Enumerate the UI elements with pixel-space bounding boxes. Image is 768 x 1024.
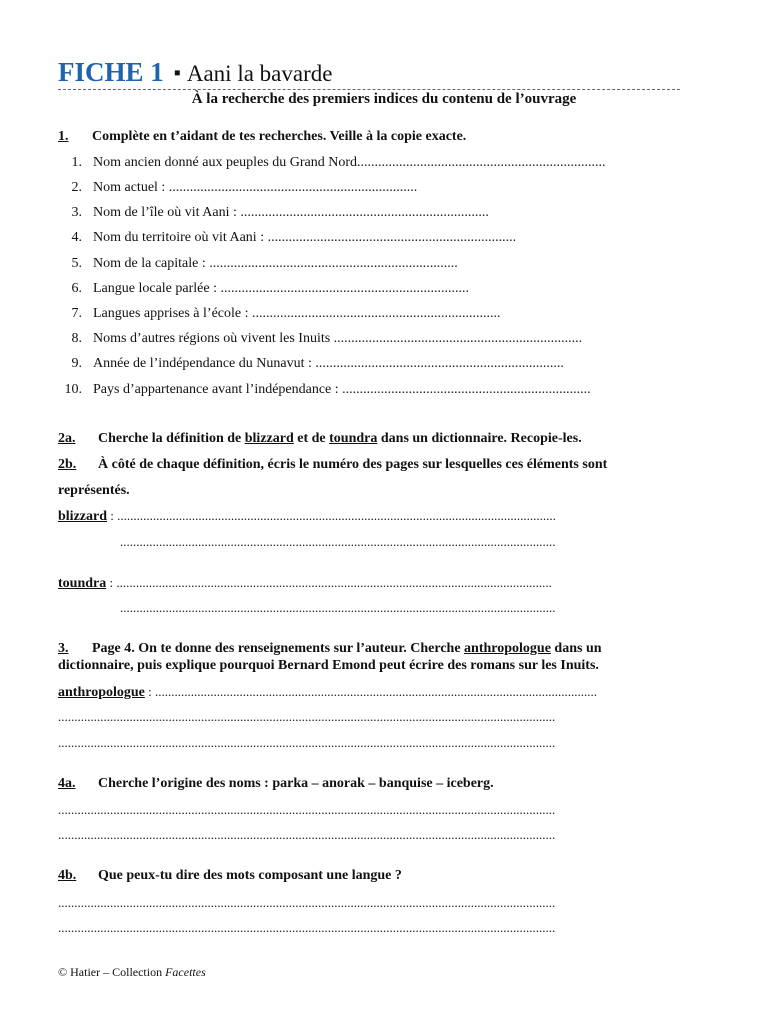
list-item (58, 306, 501, 322)
answer-line[interactable]: ......................................................................................................................................................... (58, 920, 556, 935)
book-title: Aani la bavarde (186, 61, 333, 86)
square-bullet-icon: ▪ (173, 62, 181, 84)
toundra-answer-line2 (120, 600, 556, 617)
question-text: Page 4. On te donne des renseignements sur l’auteur. Cherche (92, 641, 465, 656)
item-number: 6. (71, 281, 82, 296)
item-text: Noms d’autres régions où vivent les Inuits ....................................................................... (93, 331, 583, 346)
answer-line[interactable]: ......................................................................................................................................................... (58, 709, 556, 724)
question-4a (58, 776, 494, 792)
anthropologue-answer (58, 684, 597, 701)
item-text: Pays d’appartenance avant l’indépendance : ....................................................................... (93, 382, 591, 397)
footer-text: © Hatier – Collection (58, 965, 166, 979)
answer-line[interactable]: ......................................................................................................................................................... (58, 827, 556, 842)
collection-name: Facettes (165, 965, 206, 979)
item-text: Langues apprises à l’école : ....................................................................... (93, 306, 501, 321)
question-number: 2a. (58, 431, 76, 446)
question-1 (58, 129, 466, 145)
question-text: et de (293, 431, 330, 446)
item-text: Nom du territoire où vit Aani : ....................................................................... (93, 230, 517, 245)
item-number: 2. (71, 180, 82, 195)
blizzard-answer-line2 (120, 534, 556, 551)
keyword: blizzard (244, 431, 294, 446)
copyright-footer (58, 965, 206, 980)
answer-line[interactable]: : ...................................................................................................................................... (106, 575, 552, 590)
list-item (58, 180, 417, 196)
question-number: 2b. (58, 457, 77, 472)
item-number: 7. (71, 306, 82, 321)
blizzard-answer (58, 508, 556, 525)
question-text: Cherche l’origine des noms : parka – anorak – banquise – iceberg. (98, 776, 494, 791)
question-2b (58, 457, 607, 473)
item-number: 1. (71, 155, 82, 170)
list-item (58, 382, 591, 398)
answer-line[interactable]: ......................................................................................................................................................... (58, 802, 556, 817)
list-item (58, 230, 516, 246)
question-text: Que peux-tu dire des mots composant une langue ? (98, 868, 402, 883)
list-item (58, 281, 469, 297)
list-item (58, 356, 564, 372)
item-number: 3. (71, 205, 82, 220)
item-number: 5. (71, 256, 82, 271)
anthropologue-label: anthropologue (58, 685, 145, 700)
worksheet-title (58, 54, 332, 93)
question-2b-line2: représentés. (58, 483, 130, 498)
item-text: Année de l’indépendance du Nunavut : ....................................................................... (93, 356, 564, 371)
worksheet-subtitle: À la recherche des premiers indices du contenu de l’ouvrage (191, 91, 577, 107)
list-item (58, 205, 489, 221)
item-text: Nom actuel : ....................................................................... (93, 180, 418, 195)
question-3-line2: dictionnaire, puis explique pourquoi Bernard Emond peut écrire des romans sur les Inuits. (58, 658, 599, 673)
question-text: Complète en t’aidant de tes recherches. Veille à la copie exacte. (92, 129, 467, 144)
item-text: Nom de la capitale : ....................................................................... (93, 256, 458, 271)
item-number: 9. (71, 356, 82, 371)
question-text: dans un dictionnaire. Recopie-les. (377, 431, 582, 446)
question-number: 4b. (58, 868, 77, 883)
question-text: dans un (550, 641, 602, 656)
question-number: 1. (58, 129, 69, 144)
keyword: toundra (329, 431, 378, 446)
toundra-label: toundra (58, 576, 107, 591)
question-number: 4a. (58, 776, 76, 791)
question-2a (58, 431, 582, 447)
answer-line[interactable]: : ....................................................................................................................................... (107, 508, 556, 523)
list-item (58, 256, 458, 272)
item-text: Langue locale parlée : ....................................................................... (93, 281, 469, 296)
title-divider (58, 89, 680, 90)
question-number: 3. (58, 641, 69, 656)
list-item (58, 155, 605, 171)
blizzard-label: blizzard (58, 509, 107, 524)
answer-line[interactable]: ......................................................................................................................................................... (58, 895, 556, 910)
question-3 (58, 641, 602, 657)
item-text: Nom de l’île où vit Aani : ....................................................................... (93, 205, 489, 220)
item-number: 8. (71, 331, 82, 346)
list-item (58, 331, 582, 347)
item-number: 4. (71, 230, 82, 245)
item-number: 10. (64, 382, 82, 397)
answer-line[interactable]: : ........................................................................................................................................ (144, 684, 597, 699)
fiche-number: FICHE 1 (58, 57, 164, 87)
toundra-answer (58, 575, 552, 592)
keyword: anthropologue (464, 641, 551, 656)
answer-line[interactable]: ...................................................................................................................................... (120, 534, 556, 549)
question-4b (58, 868, 402, 884)
answer-line[interactable]: ...................................................................................................................................... (120, 600, 556, 615)
item-text: Nom ancien donné aux peuples du Grand Nord....................................................................... (93, 155, 606, 170)
answer-line[interactable]: ......................................................................................................................................................... (58, 735, 556, 750)
question-text: À côté de chaque définition, écris le numéro des pages sur lesquelles ces éléments sont (98, 457, 608, 472)
question-text: Cherche la définition de (98, 431, 245, 446)
